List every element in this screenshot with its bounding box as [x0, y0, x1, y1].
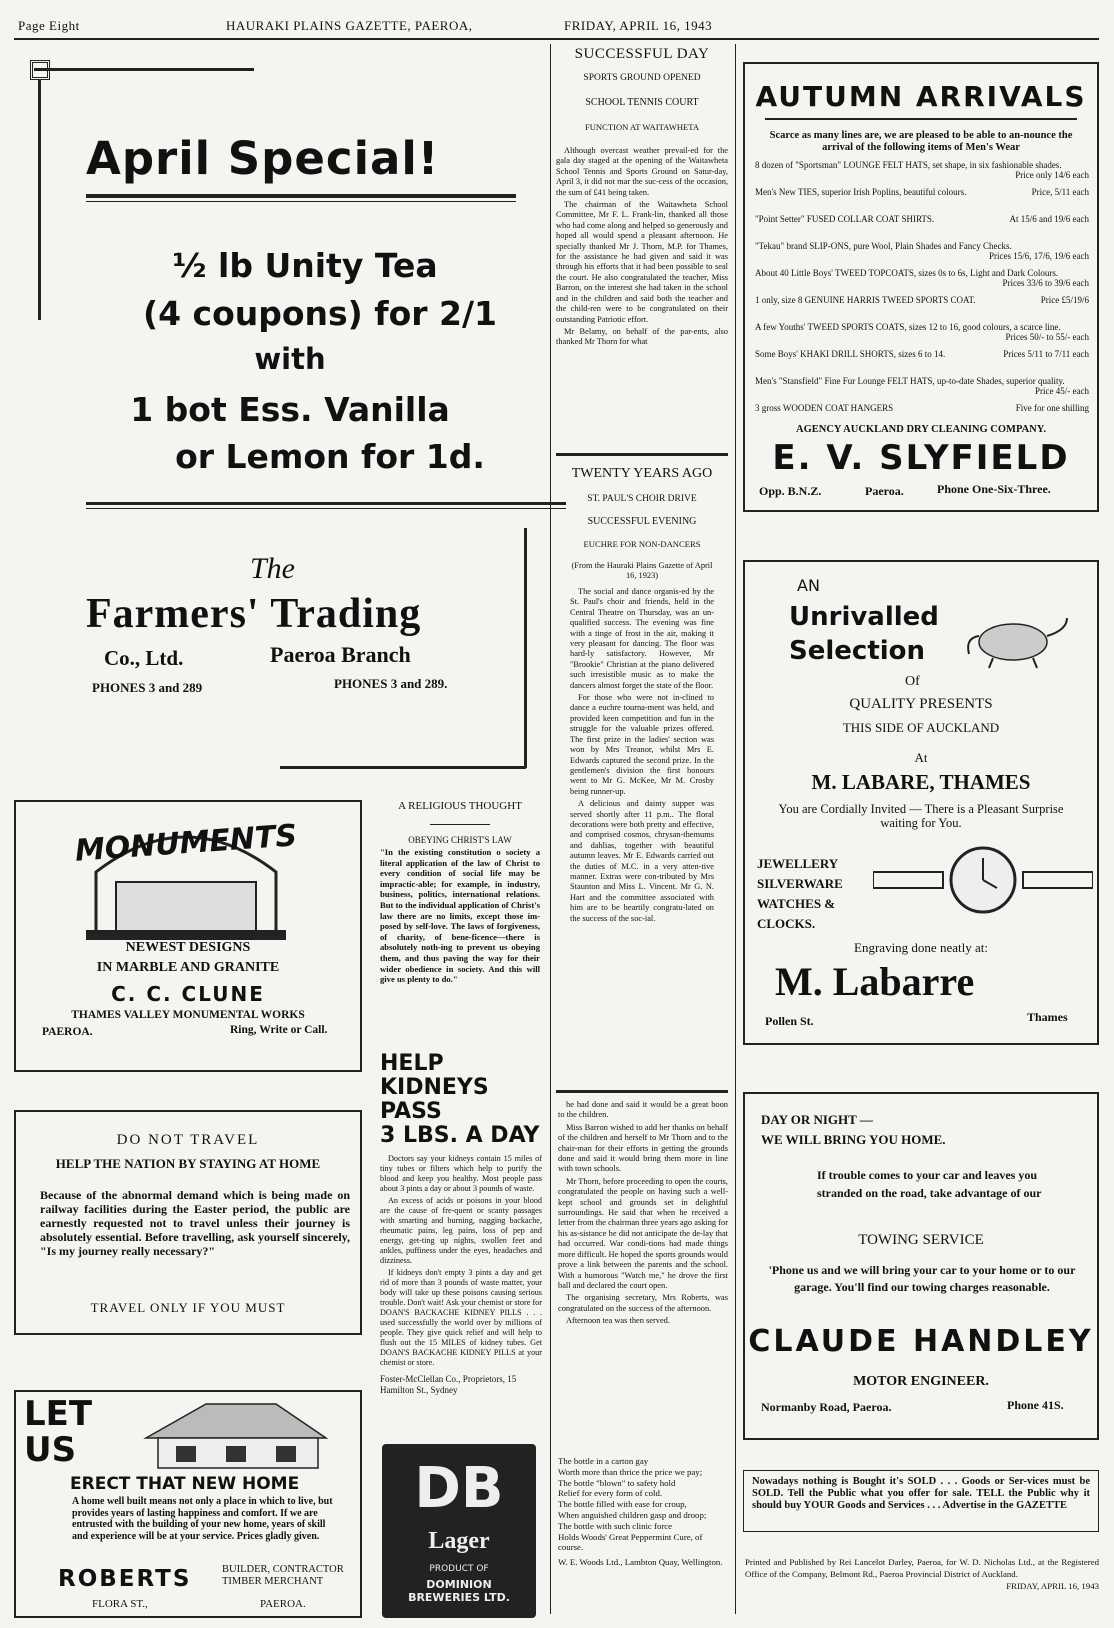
labarre-town: Thames [1027, 1010, 1068, 1024]
at-text: At [914, 750, 928, 765]
article-body [556, 146, 728, 348]
kidneys-paragraph: If kidneys don't empty 3 pints a day and get rid of more than 3 pounds of waste matter, your body will take up these poisons causing serious trouble. Don't wait! Ask your chemist or store for DOAN'S BACKACHE KIDNEY PILLS . . . used successfully the world over by millions of people. They give quick relief and will help to flush out the 15 MILES of kidney tubes. Get DOAN'S BACKACHE KIDNEY PILLS at your chemist or store. [380, 1268, 542, 1367]
invite-text: You are Cordially Invited — There is a Pleasant Surprise waiting for You. [778, 802, 1064, 830]
autumn-item [755, 349, 1089, 376]
agency-line: AGENCY AUCKLAND DRY CLEANING COMPANY. [796, 424, 1046, 435]
column-rule [550, 44, 551, 1614]
advertise-text: Nowadays nothing is Bought it's SOLD . . . Goods or Ser-vices must be SOLD. Tell the Public what you offer for sale. TELL the Public why it should buy YOUR Goods and Services . . . Advertise in the GAZETTE [752, 1476, 1090, 1511]
title-underline [86, 194, 516, 198]
kidneys-paragraph: An excess of acids or poisons in your blood are the cause of fre-quent or scanty passages with smarting and burning, nagging backache, rheumatic pains, leg pains, loss of pep and energy, get-ting up nights, swollen feet and ankles, puffiness under the eyes, headaches and dizziness. [380, 1196, 542, 1265]
quality-text: QUALITY PRESENTS [849, 696, 993, 712]
item-price: Prices 15/6, 17/6, 19/6 each [989, 251, 1089, 262]
religious-subheading: OBEYING CHRIST'S LAW [408, 835, 512, 845]
item-price: At 15/6 and 19/6 each [1009, 214, 1089, 224]
heading-divider [430, 824, 490, 825]
kidneys-paragraph: Doctors say your kidneys contain 15 miles of tiny tubes or filters which help to purify the blood and keep you healthy. Most people pass about 3 pints a day or about 3 pounds of waste. [380, 1154, 542, 1193]
let-us-text: LET US [24, 1394, 93, 1470]
article-title: SUCCESSFUL DAY [574, 46, 710, 62]
article-subheading: ST. PAUL'S CHOIR DRIVE [587, 494, 697, 504]
item-text: "Point Setter" FUSED COLLAR COAT SHIRTS. [755, 214, 935, 224]
header-rule [14, 38, 1099, 40]
handley-phone: Phone 41S. [1007, 1398, 1064, 1412]
handley-line1: DAY OR NIGHT — [761, 1112, 873, 1127]
newspaper-title: HAURAKI PLAINS GAZETTE, PAEROA, [226, 18, 473, 33]
kidneys-headline: 3 LBS. A DAY [380, 1123, 540, 1148]
company-suffix: Co., Ltd. [104, 646, 184, 670]
db-lager-ad [382, 1444, 536, 1618]
item-price: Five for one shilling [1015, 403, 1089, 413]
goods-item: WATCHES & [757, 896, 836, 911]
religious-body: "In the existing constitution o society a literal application of the law of Christ to every condition of social life may be impractic-able; for example, in industry, business, politics, international relations. But to the individual application of Christ's law there are no limits, except those im-posed by self-love. The laws of forgiveness, of charity, of bene-ficence—there is absolutely noth-ing to prevent us obeying them, and thus paving the way for their wider obedience in society. And this will give us plenty to do." [380, 847, 540, 985]
item-price: Price, 5/11 each [1031, 187, 1089, 197]
labare-jeweller-ad [743, 560, 1099, 1045]
goods-item: JEWELLERY [757, 856, 839, 871]
article-paragraph: For those who were not in-clined to dance a euchre tourna-ment was held, and provided keen competition and fun in the struggle for the valuable prizes offered. The first prize in the ladies' section was won by Mrs Treanor, whilst Mrs E. Edwards captured the second prize. In the gentlemen's division the first honours went to Mr G. McKee, Mr M. Crosby being runner-up. [570, 693, 714, 796]
item-price: Prices 50/- to 55/- each [1005, 332, 1089, 343]
article-subheading: SUCCESSFUL EVENING [587, 516, 697, 527]
item-text: 1 only, size 8 GENUINE HARRIS TWEED SPORTS COAT. [755, 295, 976, 305]
item-price: Price only 14/6 each [1015, 170, 1089, 181]
roberts-trade: BUILDER, CONTRACTOR [222, 1564, 344, 1575]
offer-line: (4 coupons) for 2/1 [142, 294, 498, 333]
item-price: Prices 33/6 to 39/6 each [1002, 278, 1089, 289]
border-ornament [280, 766, 526, 769]
offer-line: with [254, 342, 326, 376]
handley-name: CLAUDE HANDLEY [748, 1324, 1094, 1359]
article-subheading: FUNCTION AT WAITAWHETA [584, 122, 700, 132]
towing-service: TOWING SERVICE [858, 1232, 984, 1248]
db-logo: DB [414, 1456, 504, 1521]
autumn-item [755, 214, 1089, 241]
article-paragraph: The organising secretary, Mrs Roberts, was congratulated on the success of the afternoon. [558, 1293, 728, 1313]
ad-title: April Special! [86, 132, 440, 185]
house-illustration [136, 1398, 336, 1470]
poem-line: The bottle "blown" to safety hold [558, 1477, 676, 1488]
article-subheading: EUCHRE FOR NON-DANCERS [583, 539, 701, 549]
teapot-illustration [963, 602, 1073, 672]
article-title: TWENTY YEARS AGO [571, 466, 713, 481]
article-paragraph: Mr Thorn, before proceeding to open the courts, congratulated the people on having such a well-kept school and grounds set in delightful surroundings. He said that when he received a letter from the chairman three years ago asking for his as-sistance he did not anticipate the de-lay that had occurred. War condi-tions had made things more difficult. He hoped the sports grounds would prove a link between the parents and the school. With a humorous "Watch me," he drove the first ball and declared the court open. [558, 1176, 728, 1290]
autumn-item [755, 376, 1089, 403]
slyfield-opp: Opp. B.N.Z. [759, 484, 822, 498]
corner-ornament [30, 60, 50, 80]
labarre-name: M. Labarre [775, 959, 975, 1004]
works-town: PAEROA. [42, 1026, 93, 1038]
article-paragraph: Miss Barron wished to add her thanks on behalf of the children and herself to Mr Thorn and to the chair-man for their efforts in getting the grounds done and said it would bring them more in line with town schools. [558, 1122, 728, 1174]
page-number: Page Eight [18, 18, 80, 33]
kidneys-footer: Foster-McClellan Co., Proprietors, 15 Hamilton St., Sydney [380, 1374, 517, 1395]
autumn-item [755, 241, 1089, 268]
roberts-town: PAEROA. [260, 1598, 306, 1610]
item-text: Some Boys' KHAKI DRILL SHORTS, sizes 6 to 14. [755, 349, 946, 359]
article-paragraph: Although overcast weather prevail-ed for the gala day staged at the opening of the Waitawheta School Tennis and Sports Ground on Satur-day, April 3, it did not mar the suc-cess of the occasion, the sum of £41 being taken. [556, 146, 728, 197]
article-paragraph: The chairman of the Waitawheta School Committee, Mr F. L. Frank-lin, thanked all those who had come along and helped so generously and hoped all would spend a pleasant afternoon. He specially thanked Mr J. Thorn, M.P. for Thames, for the assistance he had given and said it was through his efforts that it had been possible to seal the court. He also congratulated the teacher, Miss Barron, on the interest she had taken in the school and in the children and said both the teacher and the child-ren were to be congratulated on their outstanding Patriotic effort. [556, 200, 728, 324]
kidneys-ad [380, 1052, 542, 1396]
kidneys-headline: HELP [380, 1051, 444, 1076]
roberts-headline: ERECT THAT NEW HOME [70, 1474, 300, 1494]
works-contact: Ring, Write or Call. [230, 1024, 328, 1036]
selection-text: Selection [789, 636, 926, 666]
imprint-date: FRIDAY, APRIL 16, 1943 [1006, 1581, 1099, 1591]
woods-poem [558, 1456, 728, 1568]
goods-item: CLOCKS. [757, 916, 816, 931]
kidneys-headline: KIDNEYS PASS [380, 1075, 489, 1124]
poem-line: The bottle in a carton gay [558, 1456, 649, 1466]
item-text: 3 gross WOODEN COAT HANGERS [755, 403, 894, 413]
handley-body: If trouble comes to your car and leaves you stranded on the road, take advantage of our [817, 1168, 1042, 1200]
slyfield-name: E. V. SLYFIELD [772, 438, 1070, 478]
poem-line: Holds Woods' Great Peppermint Cure, of course. [558, 1531, 703, 1553]
do-not-travel-ad [14, 1110, 362, 1335]
item-price: Price £5/19/6 [1040, 295, 1089, 305]
designs-line: NEWEST DESIGNS [125, 940, 251, 955]
roberts-builder-ad [14, 1390, 362, 1618]
bottom-rule [86, 508, 566, 509]
handley-address: Normanby Road, Paeroa. [761, 1400, 892, 1414]
monuments-ad [14, 800, 362, 1072]
poem-line: Worth more than thrice the price we pay; [558, 1466, 703, 1477]
travel-body: Because of the abnormal demand which is being made on railway facilities during the Easter period, the public are earnestly requested not to travel unless their journey is absolutely essential. Before travelling, ask yourself sincerely, "Is my journey really necessary?" [40, 1188, 350, 1258]
column-rule [735, 44, 736, 1614]
article-paragraph: The social and dance organis-ed by the St. Paul's choir and friends, held in the Central Theatre on Thursday, was an un-qualified success. The evening was fine with a tinge of frost in the air, making it very pleasant for dancing. The floor was hard-ly satisfactory. However, Mr "Brookie" Christian at the piano delivered such irresistible music as to make the dancers almost forget the state of the floor. [570, 587, 714, 690]
twenty-years-ago-article [556, 466, 728, 926]
title-underline [765, 118, 1077, 120]
the-word: The [250, 552, 295, 585]
autumn-item [755, 403, 1089, 423]
monuments-banner: MONUMENTS [73, 818, 299, 869]
lager-text: Lager [428, 1528, 490, 1554]
poem-line: When anguished children gasp and droop; [558, 1509, 707, 1520]
side-text: THIS SIDE OF AUCKLAND [842, 720, 1000, 735]
autumn-item [755, 322, 1089, 349]
works-name: THAMES VALLEY MONUMENTAL WORKS [71, 1009, 305, 1021]
border-ornament [34, 68, 254, 71]
farmers-trading-ad [80, 528, 542, 773]
religious-thought-column [380, 800, 540, 985]
goods-list [757, 854, 843, 934]
successful-day-continued [558, 1100, 728, 1329]
autumn-title: AUTUMN ARRIVALS [755, 80, 1087, 113]
handley-line2: WE WILL BRING YOU HOME. [761, 1132, 946, 1147]
labarre-street: Pollen St. [765, 1014, 814, 1028]
farmers-name: Farmers' Trading [86, 591, 422, 637]
claude-handley-ad [743, 1092, 1099, 1440]
travel-subtitle: HELP THE NATION BY STAYING AT HOME [55, 1156, 321, 1171]
article-source: (From the Hauraki Plains Gazette of April 16, 1923) [571, 561, 713, 580]
advertise-notice [743, 1470, 1099, 1532]
offer-line: ½ lb Unity Tea [172, 246, 438, 285]
article-paragraph: Afternoon tea was then served. [566, 1316, 670, 1326]
of-text: Of [905, 674, 920, 689]
article-paragraph: Mr Belamy, on behalf of the par-ents, also thanked Mr Thorn for what [556, 326, 728, 347]
autumn-item [755, 187, 1089, 214]
unity-tea-ad [30, 60, 535, 520]
title-underline [86, 201, 516, 202]
slyfield-phone: Phone One-Six-Three. [937, 482, 1051, 496]
article-subheading: SPORTS GROUND OPENED [583, 73, 701, 83]
successful-day-article [556, 46, 728, 350]
phones-left: PHONES 3 and 289 [92, 680, 203, 695]
religious-heading: A RELIGIOUS THOUGHT [398, 800, 522, 812]
article-paragraph: A delicious and dainty supper was served shortly after 11 p.m.. The floral decorations were both pretty and effective, and comprised cosmos, chrysan-themums and dahlias, together with beautiful autumn leaves. Mr E. Edwards carried out the duties of M.C. in a very atten-tive manner. Extras were con-tributed by Mrs Staunton and Miss L. Vincent. Mr G. N. Hart and the committee associated with him are to be heartily congratu-lated on the success of the soc-ial. [570, 799, 714, 923]
autumn-intro: Scarce as many lines are, we are pleased to be able to an-nounce the arrival of the following items of Men's Wear [769, 130, 1073, 153]
handley-body2: 'Phone us and we will bring your car to your home or to our garage. You'll find our towing charges reasonable. [768, 1263, 1076, 1294]
roberts-street: FLORA ST., [92, 1598, 148, 1610]
autumn-item [755, 160, 1089, 187]
handley-trade: MOTOR ENGINEER. [853, 1374, 989, 1389]
item-text: Men's New TIES, superior Irish Poplins, beautiful colours. [755, 187, 967, 197]
autumn-items [755, 160, 1089, 423]
item-price: Price 45/- each [1035, 386, 1089, 397]
offer-line: or Lemon for 1d. [175, 437, 485, 476]
phones-right: PHONES 3 and 289. [334, 676, 448, 691]
an-text: AN [797, 576, 820, 595]
roberts-body: A home well built means not only a place in which to live, but provides years of lasting happiness and comfort. If we are entrusted with the building of your new home, years of skill and experience will be at your service. Prices gladly given. [72, 1496, 333, 1542]
product-of: PRODUCT OF [429, 1564, 489, 1574]
article-divider [556, 1090, 728, 1093]
autumn-arrivals-ad [743, 62, 1099, 512]
issue-date: FRIDAY, APRIL 16, 1943 [564, 18, 713, 33]
article-subheading: SCHOOL TENNIS COURT [585, 97, 699, 108]
border-ornament [38, 80, 41, 320]
item-text: About 40 Little Boys' TWEED TOPCOATS, sizes 0s to 6s, Light and Dark Colours. [755, 268, 1059, 278]
bottom-rule [86, 502, 566, 505]
travel-footer: TRAVEL ONLY IF YOU MUST [90, 1300, 286, 1315]
roberts-name: ROBERTS [58, 1566, 192, 1592]
travel-title: DO NOT TRAVEL [116, 1132, 260, 1148]
engraving-text: Engraving done neatly at: [854, 940, 988, 955]
unrivalled-text: Unrivalled [789, 602, 939, 632]
brewery-name: DOMINION BREWERIES LTD. [408, 1578, 510, 1604]
item-price: Prices 5/11 to 7/11 each [1003, 349, 1089, 359]
item-text: "Tekau" brand SLIP-ONS, pure Wool, Plain Shades and Fancy Checks. [755, 241, 1012, 251]
autumn-item [755, 295, 1089, 322]
slyfield-town: Paeroa. [865, 484, 904, 498]
article-body [556, 587, 728, 924]
item-text: 8 dozen of "Sportsman" LOUNGE FELT HATS, set shape, in six fashionable shades. [755, 160, 1062, 170]
poem-line: The bottle with such clinic force [558, 1520, 673, 1531]
border-ornament [524, 528, 527, 768]
autumn-item [755, 268, 1089, 295]
offer-line: 1 bot Ess. Vanilla [130, 390, 450, 429]
article-paragraph: he had done and said it would be a great boon to the children. [558, 1100, 728, 1120]
goods-item: SILVERWARE [757, 876, 843, 891]
shop-name: M. LABARE, THAMES [811, 770, 1031, 794]
wristwatch-illustration [873, 844, 1093, 924]
article-divider [556, 453, 728, 456]
imprint [745, 1556, 1099, 1592]
item-text: A few Youths' TWEED SPORTS COATS, sizes 12 to 16, good colours, a scarce line. [755, 322, 1061, 332]
poem-line: Relief for every form of cold. [558, 1488, 663, 1499]
branch-name: Paeroa Branch [270, 642, 411, 667]
imprint-text: Printed and Published by Rei Lancelot Darley, Paeroa, for W. D. Nicholas Ltd., at the Registered Office of the Company, Belmont Rd., Paeroa Provincial District of Auckland. [745, 1557, 1099, 1579]
poem-footer: W. E. Woods Ltd., Lambton Quay, Wellington. [558, 1557, 723, 1568]
kidneys-body [380, 1154, 542, 1368]
clune-name: C. C. CLUNE [111, 982, 265, 1006]
roberts-trade: TIMBER MERCHANT [222, 1576, 324, 1587]
poem-line: The bottle filled with ease for croup, [558, 1499, 687, 1510]
materials-line: IN MARBLE AND GRANITE [96, 960, 280, 975]
item-text: Men's "Stansfield" Fine Fur Lounge FELT HATS, up-to-date Shades, superior quality. [755, 376, 1065, 386]
